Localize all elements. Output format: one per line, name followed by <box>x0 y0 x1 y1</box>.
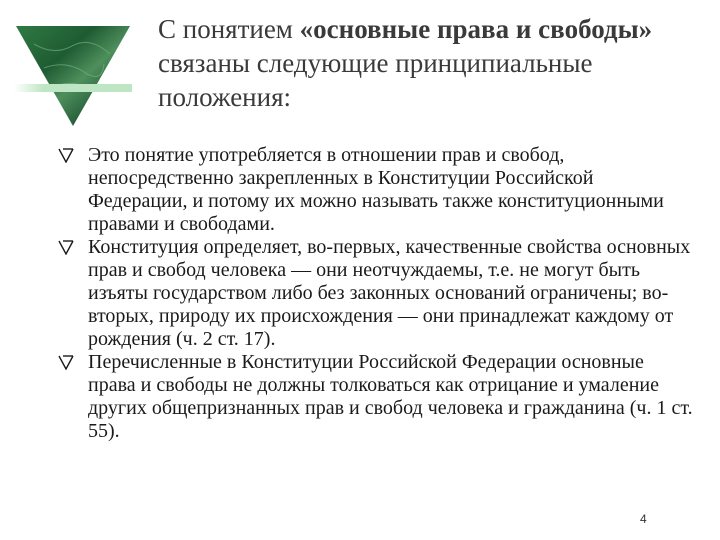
bullet-item <box>56 351 696 443</box>
checkmark-bullet-icon <box>58 239 74 255</box>
bullet-text: Это понятие употребляется в отношении прав и свобод, непосредственно закрепленных в Конституции Российской Федерации, и потому их можно называть также конституционными правами и свободами. <box>88 144 664 235</box>
bullet-text: Перечисленные в Конституции Российской Федерации основные права и свободы не должны толковаться как отрицание и умаление других общепризнанных прав и свобод человека и гражданина (ч. 1 ст. 55). <box>88 351 693 442</box>
green-triangle-logo-icon <box>14 24 132 128</box>
bullet-item <box>56 236 696 351</box>
checkmark-bullet-icon <box>58 354 74 370</box>
bullet-text: Конституция определяет, во-первых, качественные свойства основных прав и свобод человека — они неотчуждаемы, т.е. не могут быть изъяты государством либо без законных оснований ограничены; во-вторых, природу их происхождения — они принадлежат каждому от рождения (ч. 2 ст. 17). <box>88 236 691 350</box>
checkmark-bullet-icon <box>58 147 74 163</box>
title-text-end: связаны следующие принципиальные положения: <box>158 48 593 112</box>
slide-title <box>158 12 703 114</box>
page-number: 4 <box>640 512 647 526</box>
bullet-item <box>56 144 696 236</box>
title-bold-term: «основные права и свободы» <box>299 14 653 44</box>
bullet-list <box>56 144 696 443</box>
title-text-start: С понятием <box>158 14 300 44</box>
